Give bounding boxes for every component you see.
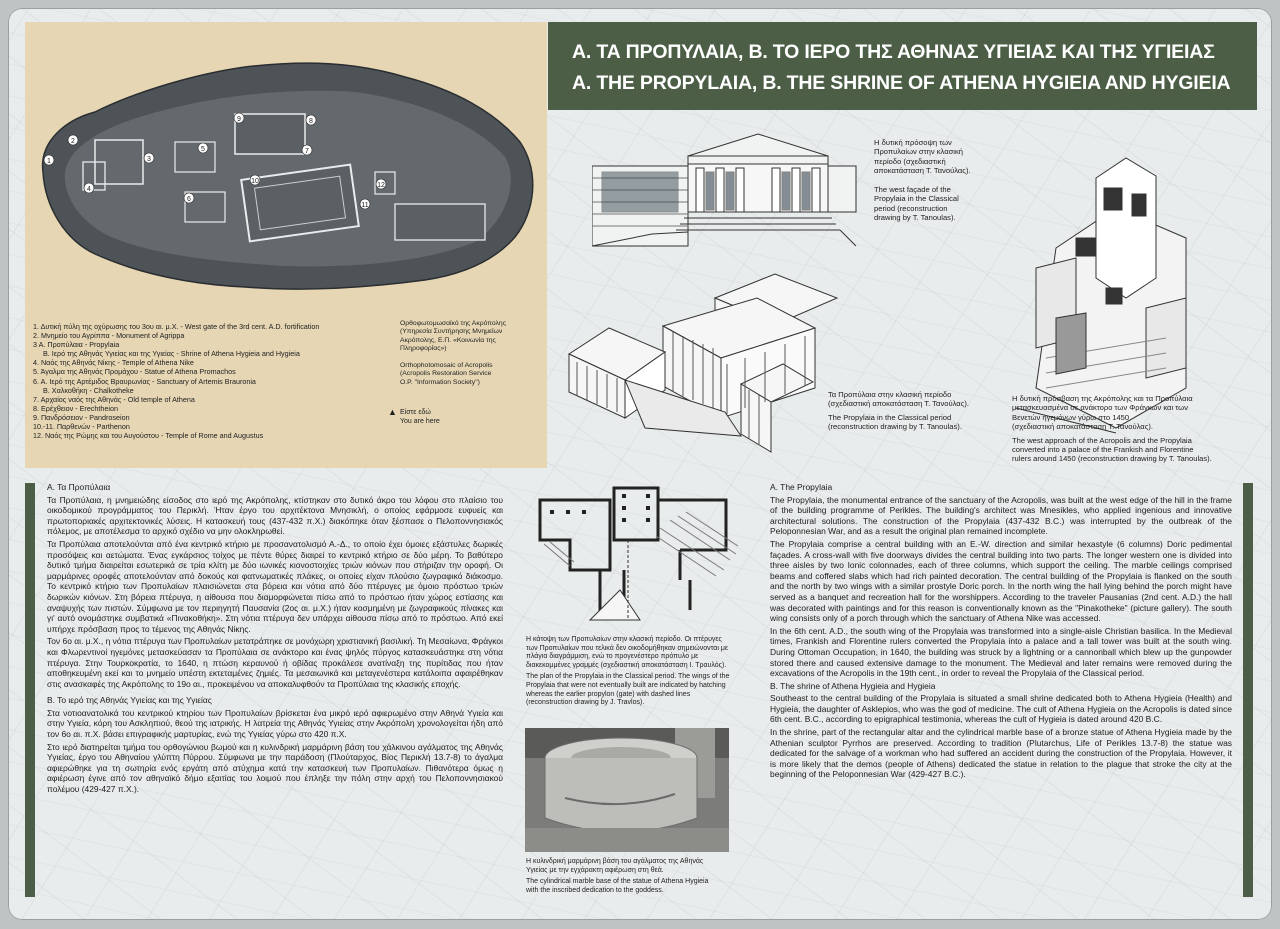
title-english: A. THE PROPYLAIA, B. THE SHRINE OF ATHENA HYGIEIA AND HYGIEIA [572,72,1231,94]
title-greek: Α. ΤΑ ΠΡΟΠΥΛΑΙΑ, Β. ΤΟ ΙΕΡΟ ΤΗΣ ΑΘΗΝΑΣ ΥΓΙΕΙΑΣ ΚΑΙ ΤΗΣ ΥΓΙΕΙΑΣ [572,41,1215,63]
propylaia-plan-drawing [530,480,750,630]
legend-item: 2. Μνημείο του Αγρίππα - Monument of Agrippa [33,331,185,341]
map-label-12: 12 [377,182,385,189]
map-label-5: 5 [201,146,205,153]
map-label-10: 10 [251,178,259,185]
legend-item: 7. Αρχαίος ναός της Αθηνάς - Old temple of Athena [33,394,195,404]
map-label-4: 4 [87,186,91,193]
legend-item: 12. Ναός της Ρώμης και του Αυγούστου - Temple of Rome and Augustus [33,431,264,441]
map-label-8: 8 [309,118,313,125]
map-label-9: 9 [237,116,241,123]
greek-text-column: Α. Τα Προπύλαια Τα Προπύλαια, η μνημειώδης είσοδος στο ιερό της Ακρόπολης, κτίστηκαν στο δυτικό άκρο του λόφου στο πλαίσιο του οικοδομικού προγράμματος του Περικλή. Ήταν έργο του αρχιτέκτονα Μνησικλή, ο οποίος εφάρμοσε ευφυείς και πρωτοποριακές αρχιτεκτονικές λύσεις. Η κατασκευή τους (437-432 π.Χ.) διακόπηκε όταν ξέσπασε ο Πελοποννησιακός πόλεμος, με αποτέλεσμα το αρχικό σχέδιο να μην ολοκληρωθεί. Τα Προπύλαια αποτελούνται από ένα κεντρικό κτήριο με προσανατολισμό Α.-Δ., το οποίο έχει όμοιες εξάστυλες δωρικές προσόψεις και αετώματα. Ένας εγκάρσιος τοίχος με πέντε θύρες διαιρεί το κεντρικό κτήριο σε δύο μέρη. Το βαθύτερο δυτικό τμήμα διαιρείται εσωτερικά σε τρία κλίτη με δύο ιωνικές κιονοστοιχίες τριών κιόνων που στήριζαν την οροφή. Οι μαρμάρινες οροφές αποτελούνταν από δοκούς και φατνωματικές πλάκες, οι οποίες είχαν πλούσιο ζωγραφικό διάκοσμο. Το κεντρικό κτήριο των Προπυλαίων πλαισιώνεται στα βόρεια και νότια από δύο πτέρυγες με όμοιο πρόστωο τριών δωρικών κιόνων. Στη βόρεια πτέρυγα, η αίθουσα που διαμορφώνεται πίσω από το πρόστωο ήταν χώρος εστίασης και αναψυχής των πιστών. Σύμφωνα με τον περιηγητή Παυσανία (2ος αι. μ.Χ.) ήταν κοσμημένη με ζωγραφικούς πίνακες και γι' αυτό ονομάστηκε συμβατικά «Πινακοθήκη». Στη νότια πτέρυγα δεν υπάρχει αίθουσα πίσω από το πρόστωο. Από εκεί υπήρχε πρόσβαση προς το τέμενος της Αθηνάς Νίκης. Τον 6ο αι. μ.Χ., η νότια πτέρυγα των Προπυλαίων μετατράπηκε σε μονόχωρη χριστιανική βασιλική. Τη Μεσαίωνα, Φράγκοι και Φλωρεντινοί ηγεμόνες μετασκεύασαν τα Προπύλαια σε ανάκτορο και ένας ψηλός πύργος κατασκευάστηκε στη νότια πτέρυγα. Στην Τουρκοκρατία, το 1640, η πτώση κεραυνού ή οβίδας προκάλεσε ανατίναξη της πυρίτιδας που ήταν αποθηκευμένη εκεί και το μνημείο υπέστη εκτεταμένες ζημιές. Τα μεσαιωνικά και μεταγενέστερα κατάλοιπα αφαιρέθηκαν στις ανασκαφές της Ακρόπολης το 19ο αι., προκειμένου να αποκαλυφθούν τα Προπύλαια της κλασικής εποχής. Β. Το ιερό της Αθηνάς Υγιείας και της Υγιείας Στα νοτιοανατολικά του κεντρικού κτηρίου των Προπυλαίων βρίσκεται ένα μικρό ιερό αφιερωμένο στην Αθηνά Υγιεία και στην Υγιεία, κόρη του Ασκληπιού, θεού της ιατρικής. Η λατρεία της Αθηνάς Υγιείας στην Ακρόπολη χρονολογείται ήδη από τον 6ο αι. π.Χ. βάσει επιγραφικής μαρτυρίας, ενώ της Υγιείας γύρω στο 420 π.Χ. Στο ιερό διατηρείται τμήμα του ορθογώνιου βωμού και η κυλινδρική μαρμάρινη βάση του χάλκινου αγάλματος της Αθηνάς Υγιείας, έργο του Αθηναίου γλύπτη Πύρρου. Σύμφωνα με την παράδοση (Πλούταρχος, Βίος Περικλή 13.7-8) το άγαλμα αφιερώθηκε για τη σωτηρία ενός εργάτη από ατύχημα κατά την κατασκευή των Προπυλαίων. Πιθανότερα όμως η αφιέρωση έγινε από τον αθηναϊκό δήμο εξαιτίας του λοιμού που έπληξε την πόλη στην αρχή του Πελοποννησιακού πολέμου (429-427 π.Χ.). [47,482,503,795]
marble-base-image [525,728,729,852]
medieval-palace-drawing [1016,138,1196,438]
english-heading-a: A. The Propylaia [770,482,833,492]
caption-west-approach: Η δυτική πρόσβαση της Ακρόπολης και τα Προπύλαια μετασκευασμένα σε ανάκτορο των Φράγκων και των Βενετών ηγεμόνων γύρω στο 1450 (σχεδιαστική αποκατάσταση Τ. Τανούλας). The west approach of the Acropolis and the Propylaia converted into a palace of the Frankish and Florentine rulers around 1450 (reconstruction drawing by T. Tanoulas). [1012,394,1212,464]
legend-item: 5. Άγαλμα της Αθηνάς Προμάχου - Statue of Athena Promachos [33,367,236,377]
triangle-icon: ▲ [388,407,397,417]
legend-item: 4. Ναός της Αθηνάς Νίκης - Temple of Athena Nike [33,358,194,368]
legend-item: 9. Πανδρόσειον - Pandroseion [33,412,130,422]
site-map-panel [25,22,547,468]
map-legend [33,322,413,440]
orthophoto-credit: Ορθοφωτομωσαϊκό της Ακρόπολης (Υπηρεσία Συντήρησης Μνημείων Ακρόπολης, Ε.Π. «Κοινωνία της Πληροφορίας») Orthophotomosaic of Acropolis (Acropolis Restoration Service O.P. "Information Society") [400,320,506,386]
legend-item: 1. Δυτική πύλη της οχύρωσης του 3ου αι. μ.Χ. - West gate of the 3rd cent. A.D. fortification [33,322,320,331]
right-accent-bar [1243,483,1253,897]
legend-item: 6. Α. Ιερό της Αρτέμιδος Βραυρωνίας - Sanctuary of Artemis Brauronia [33,376,256,386]
you-are-here-marker: ▲ Είστε εδώ You are here [388,407,440,425]
legend-item: 10.-11. Παρθενών - Parthenon [33,422,130,432]
map-label-1: 1 [47,158,51,165]
acropolis-orthophoto [25,22,547,322]
west-facade-drawing [592,128,858,248]
caption-classical: Τα Προπύλαια στην κλασική περίοδο (σχεδιαστική αποκατάσταση Τ. Τανούλας). The Propylaia in the Classical period (reconstruction drawing by T. Tanoulas). [828,390,969,432]
map-label-11: 11 [361,202,369,209]
map-label-7: 7 [305,148,309,155]
legend-item: Β. Ιερό της Αθηνάς Υγιείας και της Υγιείας - Shrine of Athena Hygieia and Hygieia [43,349,300,359]
legend-item: 8. Ερέχθειον - Erechtheion [33,403,118,413]
classical-propylaia-drawing [565,268,840,458]
english-text-column: A. The Propylaia The Propylaia, the monumental entrance of the sanctuary of the Acropolis, was built at the west edge of the hill in the frame of the building programme of Perikles. The building's architect was Mnesikles, who applied ingenious and innovative architectural solutions. The construction of the Propylaia (437-432 B.C.) was interrupted by the outbreak of the Peloponnesian War, and as a result the original plan remained incomplete. The Propylaia comprise a central building with an E.-W. direction and similar hexastyle (6 columns) Doric pedimental façades. A cross-wall with five doorways divides the central building into two parts. The longer western one is divided into three aisles by two Ionic colonnades, each of three columns, which support the ceiling. The marble ceilings comprised beams and coffered slabs which had rich painted decoration. The central building of the Propylaia is flanked on the south and the north by two wings with a similar prostyle Doric porch. In the north wing the hall lying behind the porch might have served as a banquet and recreation hall for the worshippers. According to the traveler Pausanias (2nd cent. A.D.) the hall was decorated with paintings and for this reason is conventionally known as the "Pinakotheke" (picture gallery). The south wing consists only of a porch through which the sanctuary of Athena Nike was accessed. In the 6th cent. A.D., the south wing of the Propylaia was transformed into a single-aisle Christian basilica. In the Medieval times, Frankish and Florentine rulers converted the Propylaia into a palace and a tall tower was built at the south wing. During Ottoman Occupation, in 1640, the building was struck by a lightning or a cannonball which blew up the gunpowder stored there and caused extensive damage to the monument. The Medieval and later remains were removed during the excavations of the Acropolis in the 19th cent., in order to reveal the Propylaia of the Classical period. B. The shrine of Athena Hygieia and Hygieia Southeast to the central building of the Propylaia is situated a small shrine dedicated both to Athena Hygieia (Health) and Hygieia, the daughter of Asklepios, who was the god of medicine. The cult of Athena Hygieia on the Acropolis is dated since 6th cent. B.C., according to epigraphical testimonia, whereas the cult of Hygieia is dated around 420 B.C. In the shrine, part of the rectangular altar and the cylindrical marble base of a bronze statue of Athena Hygieia made by the Athenian sculptor Pyrrhos are preserved. According to tradition (Plutarchus, Life of Perikles 13.7-8) the statue was dedicated for the salvage of a workman who had suffered an accident during the construction of the Propylaia. However, it is more likely that the demos (people of Athens) dedicated the statue in relation to the plague that stroke the city at the beginning of the Peloponnesian War (429-427 B.C.). [770,482,1232,780]
legend-item: Β. Χαλκοθήκη - Chalkotheke [43,385,134,395]
caption-base: Η κυλινδρική μαρμάρινη βάση του αγάλματος της Αθηνάς Υγιείας με την εγχάρακτη αφιέρωση στη θεά. The cylindrical marble base of the statue of Athena Hygieia with the inscribed dedication to the goddess. [526,858,709,894]
marble-base-photo [525,728,729,852]
greek-heading-b: Β. Το ιερό της Αθηνάς Υγιείας και της Υγιείας [47,695,212,706]
map-label-3: 3 [147,156,151,163]
caption-west-facade: Η δυτική πρόσοψη των Προπυλαίων στην κλασική περίοδο (σχεδιαστική αποκατάσταση Τ. Τανούλας). The west façade of the Propylaia in the Classical period (reconstruction drawing by T. Tanoulas). [874,138,971,223]
english-heading-b: B. The shrine of Athena Hygieia and Hygieia [770,680,936,691]
title-bar [548,22,1257,110]
caption-plan: Η κάτοψη των Προπυλαίων στην κλασική περίοδο. Οι πτέρυγες των Προπυλαίων που τελικά δεν οικοδομήθηκαν σημειώνονται με πλάγια διαγράμμιση, ενώ το προγενέστερο πρόπυλο με διακεκομμένες γραμμές (σχεδιαστική αποκατάσταση Ι. Τραυλός). The plan of the Propylaia in the Classical period. The wings of the Propylaia that were not eventually built are indicated by hatching whereas the earlier propylon (gate) with dashed lines (reconstruction drawing by J. Travlos). [526,636,730,707]
legend-item: 3 Α. Προπύλαια - Propylaia [33,340,120,350]
left-accent-bar [25,483,35,897]
map-label-2: 2 [71,138,75,145]
greek-heading-a: Α. Τα Προπύλαια [47,482,111,492]
map-label-6: 6 [187,196,191,203]
